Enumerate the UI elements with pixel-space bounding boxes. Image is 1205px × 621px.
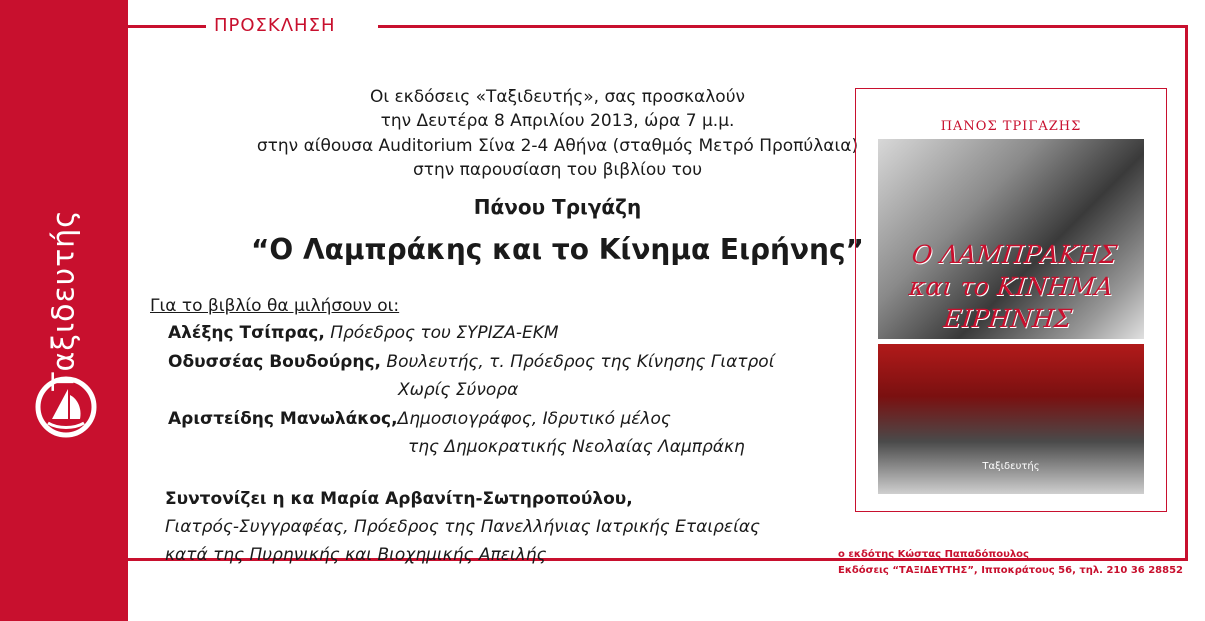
speaker-role: Βουλευτής, τ. Πρόεδρος της Κίνησης Γιατροί: [381, 352, 775, 372]
header-rule-left: [128, 25, 206, 28]
speaker-role: Πρόεδρος του ΣΥΡΙΖΑ-ΕΚΜ: [324, 323, 559, 343]
book-author: Πάνου Τριγάζη: [473, 195, 642, 219]
speaker-role: Δημοσιογράφος, Ιδρυτικό μέλος: [397, 409, 671, 429]
book-cover: [873, 101, 1149, 499]
publisher-name: ο εκδότης Κώστας Παπαδόπουλος: [838, 549, 1029, 560]
speakers-intro: Για το βιβλίο θα μιλήσουν οι:: [150, 296, 400, 316]
book-title: “Ο Λαμπράκης και το Κίνημα Ειρήνης”: [251, 233, 864, 266]
cover-publisher: Ταξιδευτής: [982, 461, 1040, 472]
publisher-address: Εκδόσεις “ΤΑΞΙΔΕΥΤΗΣ”, Ιπποκράτους 56, τηλ. 210 36 28852: [838, 565, 1183, 576]
speaker-3-role-cont: της Δημοκρατικής Νεολαίας Λαμπράκη: [408, 437, 745, 457]
speaker-1: [168, 323, 559, 343]
invitation-line-4: στην παρουσίαση του βιβλίου του: [412, 160, 703, 180]
invitation-line-1: Οι εκδόσεις «Ταξιδευτής», σας προσκαλούν: [369, 87, 746, 107]
invitation-venue: στην αίθουσα Auditorium Σίνα 2-4 Αθήνα (σταθμός Μετρό Προπύλαια): [256, 136, 859, 156]
speaker-name: Αλέξης Τσίπρας,: [168, 323, 325, 343]
invitation-date: την Δευτέρα 8 Απριλίου 2013, ώρα 7 μ.μ.: [380, 111, 735, 131]
speaker-2: [168, 352, 774, 372]
moderator-role-1: Γιατρός-Συγγραφέας, Πρόεδρος της Πανελλήνιας Ιατρικής Εταιρείας: [165, 517, 761, 537]
cover-author: ΠΑΝΟΣ ΤΡΙΓΑΖΗΣ: [940, 119, 1082, 134]
brand-sidebar: [0, 0, 128, 621]
brand-name: Ταξιδευτής: [46, 209, 82, 391]
speaker-2-role-cont: Χωρίς Σύνορα: [398, 380, 519, 400]
sailboat-logo-icon: [34, 375, 98, 439]
header-rule-right: [378, 25, 1188, 28]
cover-title: Ο ΛΑΜΠΡΑΚΗΣ και το ΚΙΝΗΜΑ ΕΙΡΗΝΗΣ: [907, 240, 1119, 333]
speaker-name: Αριστείδης Μανωλάκος,: [168, 409, 398, 429]
speaker-name: Οδυσσέας Βουδούρης,: [168, 352, 381, 372]
page-title: ΠΡΟΣΚΛΗΣΗ: [214, 15, 336, 36]
book-cover-frame: [855, 88, 1167, 512]
moderator-role-2: κατά της Πυρηνικής και Βιοχημικής Απειλής: [165, 545, 547, 565]
speaker-3: [168, 409, 671, 429]
moderator: Συντονίζει η κα Μαρία Αρβανίτη-Σωτηροπούλου,: [165, 489, 633, 509]
frame-rule-right: [1185, 25, 1188, 561]
